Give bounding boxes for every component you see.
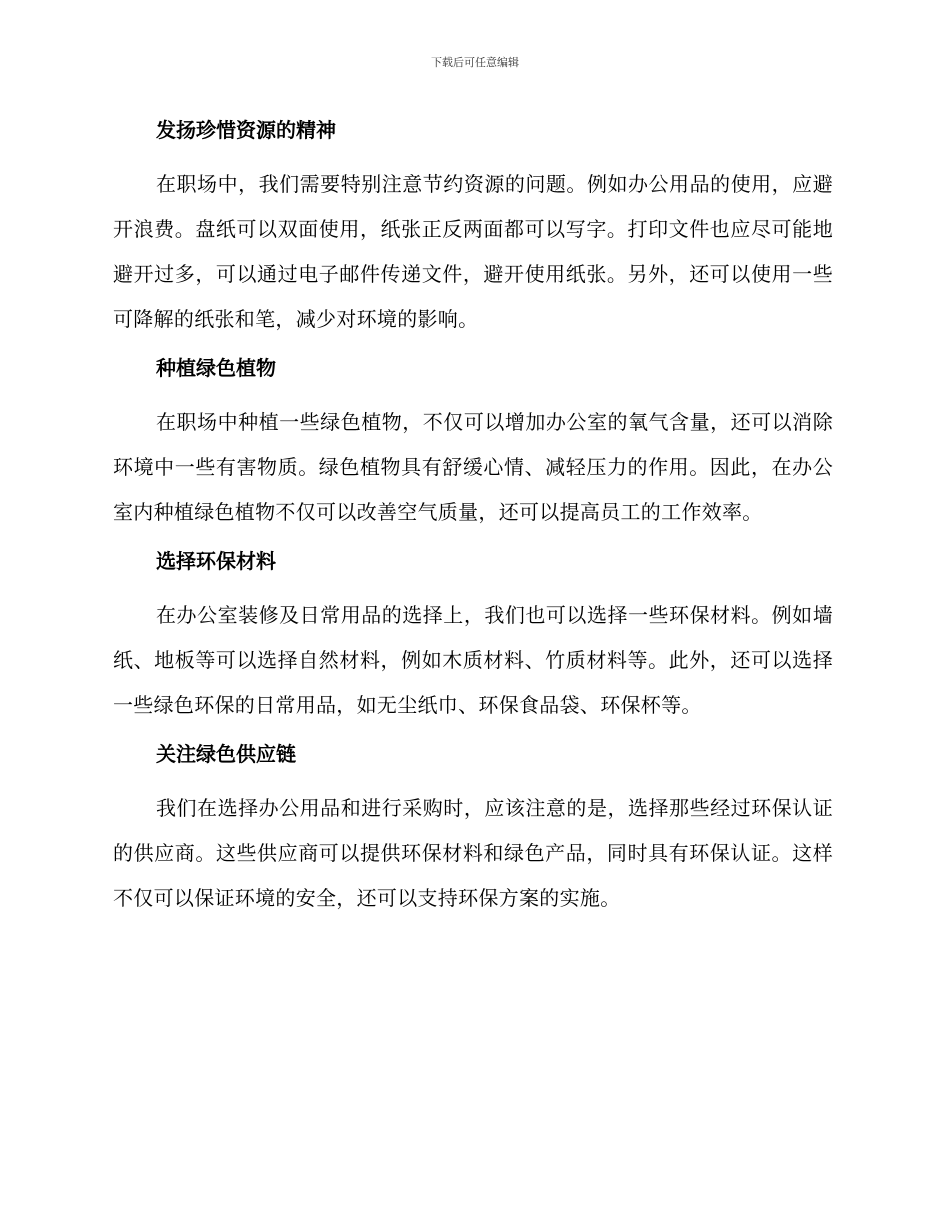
document-content xyxy=(113,112,833,929)
section-heading-green-supply-chain: 关注绿色供应链 xyxy=(156,742,296,766)
section-body-save-resources: 在职场中，我们需要特别注意节约资源的问题。例如办公用品的使用，应避开浪费。盘纸可以双面使用，纸张正反两面都可以写字。打印文件也应尽可能地避开过多，可以通过电子邮件传递文件，避开使用纸张。另外，还可以使用一些可降解的纸张和笔，减少对环境的影响。 xyxy=(113,172,833,331)
section-body-green-supply-chain: 我们在选择办公用品和进行采购时，应该注意的是，选择那些经过环保认证的供应商。这些供应商可以提供环保材料和绿色产品，同时具有环保认证。这样不仅可以保证环境的安全，还可以支持环保方案的实施。 xyxy=(113,796,833,910)
header-note: 下载后可任意编辑 xyxy=(431,56,519,69)
section-heading-save-resources: 发扬珍惜资源的精神 xyxy=(156,118,336,142)
section-heading-green-plants: 种植绿色植物 xyxy=(156,356,276,380)
section-body-eco-materials: 在办公室装修及日常用品的选择上，我们也可以选择一些环保材料。例如墙纸、地板等可以选择自然材料，例如木质材料、竹质材料等。此外，还可以选择一些绿色环保的日常用品，如无尘纸巾、环保食品袋、环保杯等。 xyxy=(113,603,833,717)
section-heading-eco-materials: 选择环保材料 xyxy=(156,549,276,573)
section-body-green-plants: 在职场中种植一些绿色植物，不仅可以增加办公室的氧气含量，还可以消除环境中一些有害物质。绿色植物具有舒缓心情、减轻压力的作用。因此，在办公室内种植绿色植物不仅可以改善空气质量，还可以提高员工的工作效率。 xyxy=(113,410,833,524)
